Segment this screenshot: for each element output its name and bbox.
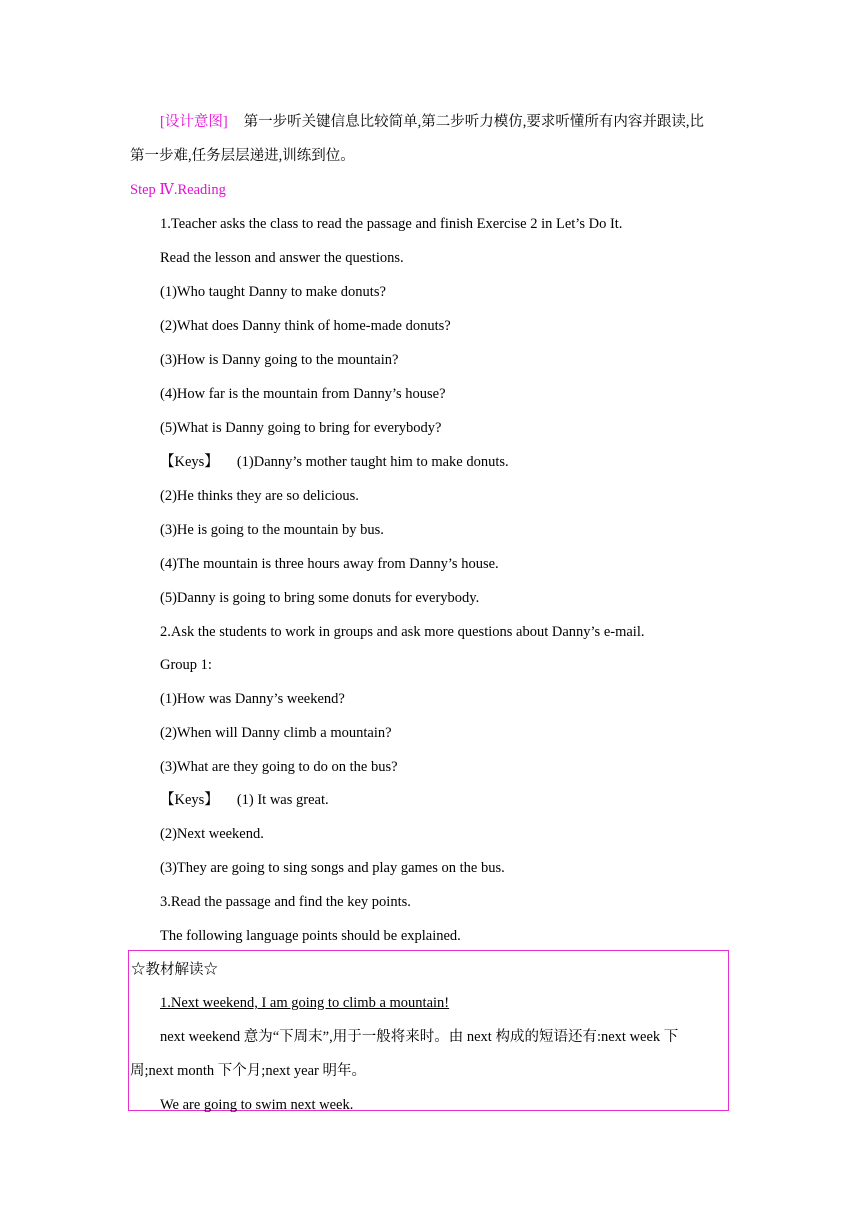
key-1-2: (2)He thinks they are so delicious.: [160, 488, 359, 504]
item-3-note: The following language points should be explained.: [160, 928, 461, 944]
question-2-1: (1)How was Danny’s weekend?: [160, 691, 345, 707]
key-1-1: (1)Danny’s mother taught him to make donuts.: [236, 454, 509, 470]
item-1: 1.Teacher asks the class to read the passage and finish Exercise 2 in Let’s Do It.: [160, 216, 623, 232]
key-2-2: (2)Next weekend.: [160, 826, 264, 842]
item-1-instruction: Read the lesson and answer the questions.: [160, 250, 404, 266]
key-2-3: (3)They are going to sing songs and play games on the bus.: [160, 860, 505, 876]
design-intent-line-1: [160, 112, 704, 132]
design-intent-line-2: 第一步难,任务层层递进,训练到位。: [130, 148, 355, 164]
explain-line-2: 周;next month 下个月;next year 明年。: [130, 1063, 366, 1079]
key-1-5: (5)Danny is going to bring some donuts for everybody.: [160, 590, 480, 606]
design-intent-text: 第一步听关键信息比较简单,第二步听力模仿,要求听懂所有内容并跟读,比: [243, 114, 705, 130]
keys-1-line: [160, 452, 509, 472]
question-1-2: (2)What does Danny think of home-made donuts?: [160, 318, 451, 334]
step-heading: Step Ⅳ.Reading: [130, 182, 226, 198]
example-sentence: We are going to swim next week.: [160, 1097, 354, 1113]
question-1-1: (1)Who taught Danny to make donuts?: [160, 284, 386, 300]
keys-label: 【Keys】: [160, 454, 219, 470]
item-3: 3.Read the passage and find the key points.: [160, 894, 411, 910]
question-1-5: (5)What is Danny going to bring for everybody?: [160, 420, 442, 436]
explain-line-1: next weekend 意为“下周末”,用于一般将来时。由 next 构成的短语还有:next week 下: [160, 1029, 679, 1045]
group-label: Group 1:: [160, 657, 212, 673]
question-2-2: (2)When will Danny climb a mountain?: [160, 725, 392, 741]
item-2: 2.Ask the students to work in groups and ask more questions about Danny’s e-mail.: [160, 624, 645, 640]
keys-label: 【Keys】: [160, 792, 219, 808]
point-title: 1.Next weekend, I am going to climb a mountain!: [160, 995, 450, 1011]
question-1-3: (3)How is Danny going to the mountain?: [160, 352, 399, 368]
question-1-4: (4)How far is the mountain from Danny’s house?: [160, 386, 446, 402]
design-intent-label: [设计意图]: [160, 114, 228, 130]
question-2-3: (3)What are they going to do on the bus?: [160, 759, 398, 775]
key-1-3: (3)He is going to the mountain by bus.: [160, 522, 384, 538]
key-2-1: (1) It was great.: [236, 792, 329, 808]
key-1-4: (4)The mountain is three hours away from Danny’s house.: [160, 556, 499, 572]
keys-2-line: [160, 790, 329, 810]
box-title: ☆教材解读☆: [131, 962, 218, 978]
